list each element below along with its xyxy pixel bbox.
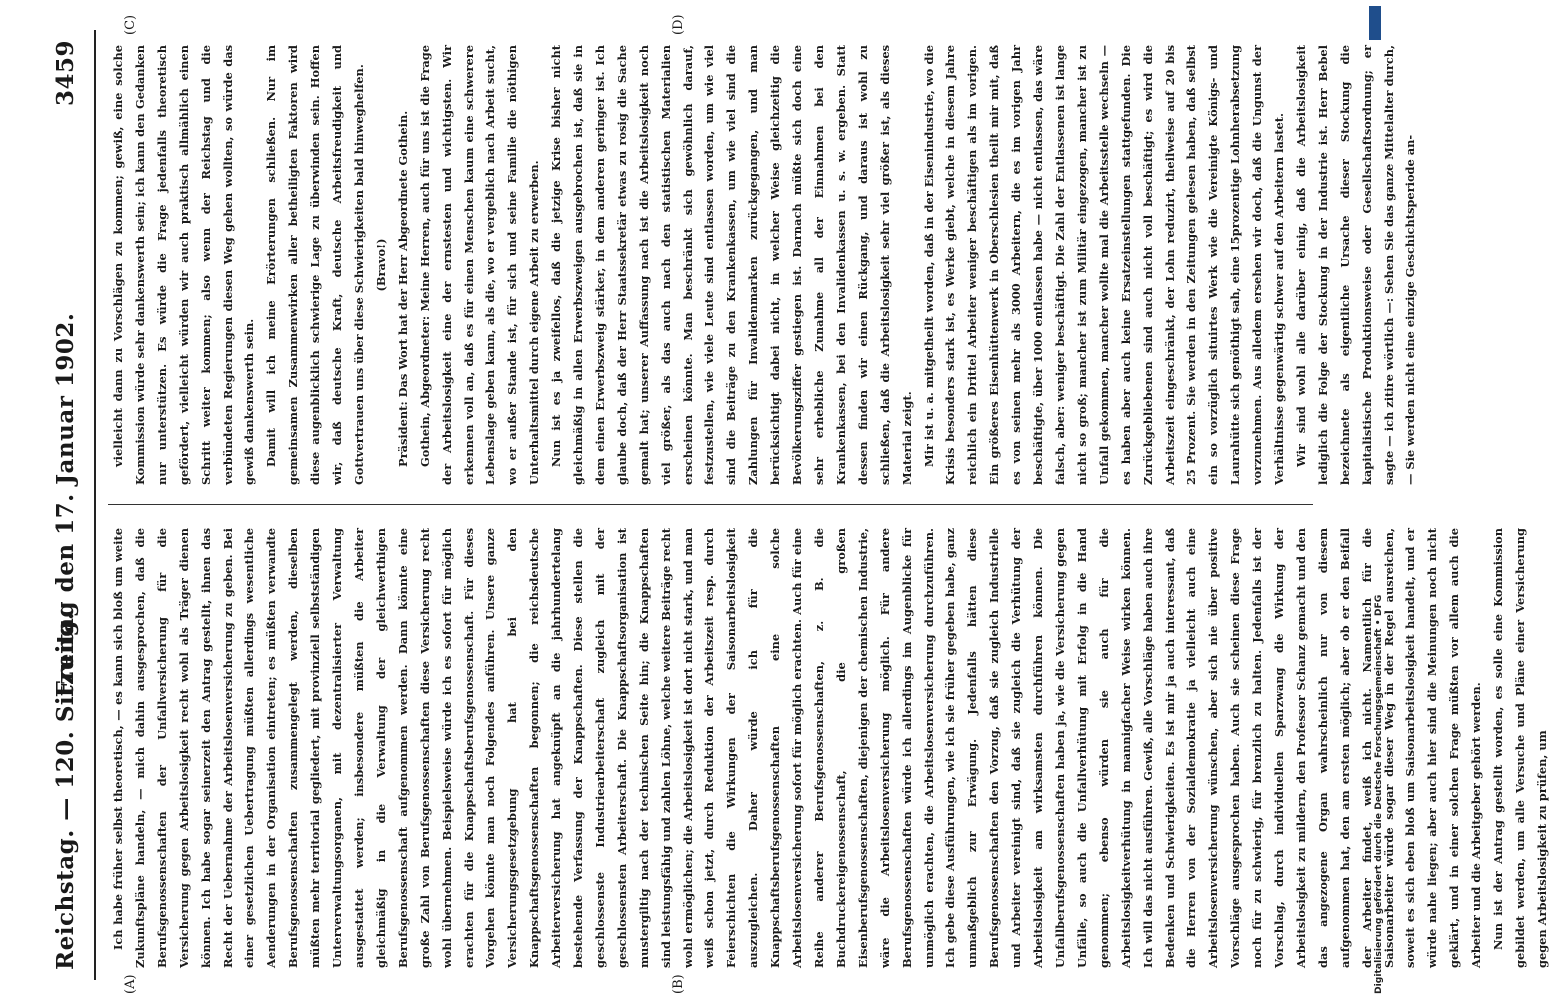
header-date: Freitag den 17. Januar 1902. bbox=[52, 312, 79, 698]
paragraph: Präsident: Das Wort hat der Herr Abgeordnete Gothein. bbox=[395, 110, 410, 467]
margin-marker-d: (D) bbox=[671, 14, 686, 35]
paragraph: Gothein, Abgeordneter: Meine Herren, auch für uns ist die Frage der Arbeitslosigkeit eine der ernstesten und wichtigsten. Wir erkennen voll an, daß es für einen Menschen kaum eine schwerere Lebenslage geben kann, als die, wo er vergeblich nach Arbeit sucht, wo er außer Stande ist, für sich und seine Familie die nöthigen Unterhaltsmittel durch eigene Arbeit zu erwerben. bbox=[417, 45, 542, 485]
margin-marker-a: (A) bbox=[123, 974, 138, 994]
paragraph: Damit will ich meine Erörterungen schließen. Nur im gemeinsamen Zusammenwirken aller betheiligten Faktoren wird diese augenblicklich schwierige Lage zu überwinden sein. Hoffen wir, daß deutsche Kraft, deutsche Arbeitsfreudigkeit und Gottvertrauen uns über diese Schwierigkeiten bald hinweghelfen. bbox=[264, 45, 366, 485]
header-rule bbox=[94, 30, 96, 980]
paragraph: Nun ist es ja zweifellos, daß die jetzige Krise bisher nicht gleichmäßig in allen Erwerbszweigen ausgebrochen ist, daß sie in dem einen Erwerbszweig stärker, in dem anderen geringer ist. Ich glaube doch, daß der Herr Staatssekretär etwas zu rosig die Sache gemalt hat; unserer Auffassung nach ist die Arbeitslosigkeit noch viel größer, als das auch nach den statistischen Materialien erscheinen könnte. Man beschränkt sich gewöhnlich darauf, festzustellen, wie viele Leute sind entlassen worden, um wie viel sind die Beiträge zu den Krankenkassen, um wie viel sind die Zahlungen für Invalidenmarken zurückgegangen, und man berücksichtigt dabei nicht, in welcher Weise gleichzeitig die Bevölkerungsziffer gestiegen ist. Darnach müßte sich doch eine sehr erhebliche Zunahme all der Einnahmen bei den Krankenkassen, bei den Invalidenkassen u. s. w. ergeben. Statt dessen finden wir einen Rückgang, und daraus ist wohl zu schließen, daß die Arbeitslosigkeit sehr viel größer ist, als dieses Material zeigt. bbox=[549, 45, 914, 485]
dfg-logo-text: DFG bbox=[1380, 17, 1389, 36]
applause-note: (Bravo!) bbox=[373, 238, 388, 292]
header-session: Reichstag. — 120. Sitzung. bbox=[52, 611, 79, 970]
text-column-right bbox=[108, 45, 1418, 485]
page-number: 3459 bbox=[52, 40, 79, 107]
running-head bbox=[46, 40, 90, 970]
paragraph: vielleicht dann zu Vorschlägen zu kommen; gewiß, eine solche Kommission würde sehr dankenswerth sein; ich kann den Gedanken nur unterstützen. Es würde die Frage jedenfalls theoretisch gefördert, vielleicht würden wir auch praktisch allmählich einen Schritt weiter kommen; also wenn der Reichstag und die verbündeten Regierungen diesen Weg gehen wollten, so würde das gewiß dankenswerth sein. bbox=[111, 45, 257, 485]
paragraph: Wir sind wohl alle darüber einig, daß die Arbeitslosigkeit lediglich die Folge der Stockung in der Industrie ist. Herr Bebel bezeichnete als eigentliche Ursache dieser Stockung die kapitalistische Produktionsweise oder Gesellschaftsordnung; er sagte — ich zitire wörtlich —: Sehen Sie das ganze Mittelalter durch, — Sie werden nicht eine einzige Geschichtsperiode an- bbox=[1293, 45, 1418, 485]
margin-marker-b: (B) bbox=[671, 974, 686, 994]
paragraph: Ich habe früher selbst theoretisch, — es kann sich bloß um weite Zukunftspläne handeln, — mich dahin ausgesprochen, daß die Berufsgenossenschaften der Unfallversicherung für die Versicherung gegen Arbeitslosigkeit recht wohl als Träger dienen können. Ich habe sogar seinerzeit den Antrag gestellt, ihnen das Recht der Uebernahme der Arbeitslosenversicherung zu geben. Bei einer gesetzlichen Uebertragung müßten allerdings wesentliche Aenderungen in der Organisation eintreten; es müßten verwandte Berufsgenossenschaften zusammengelegt werden, dieselben müßten mehr territorial gegliedert, mit provinziell selbstständigen Unterverwaltungsorganen, mit dezentralisierter Verwaltung ausgestattet werden; insbesondere müßten die Arbeiter gleichmäßig in die Verwaltung der gleichwerthigen Berufsgenossenschaft aufgenommen werden. Dann könnte eine große Zahl von Berufsgenossenschaften diese Versicherung recht wohl übernehmen. Beispielsweise würde ich es sofort für möglich erachten für die Knappschaftsberufsgenossenschaft. Für dieses Vorgehen könnte man noch Folgendes anführen. Unsere ganze Versicherungsgesetzgebung hat bei den Knappschaftsgenossenschaften begonnen; die reichsdeutsche Arbeiterversicherung hat angeknüpft an die jahrhundertelang bestehende Verfassung der Knappschaften. Diese stellen die geschlossenste Industriearbeiterschaft zugleich mit der geschlossensten Arbeiterschaft. Die Knappschaftsorganisation ist mustergiltig nach der technischen Seite hin; die Knappschaften sind leistungsfähig und zahlen Löhne, welche weitere Beiträge recht wohl ermöglichen; die Arbeitslosigkeit ist dort nicht stark, und man weiß schon jetzt, durch Reduktion der Arbeitszeit resp. durch Feierschichten die Wirkungen der Saisonarbeitslosigkeit auszugleichen. Daher würde ich für die Knappschaftsberufsgenossenschaften eine solche Arbeitslosenversicherung sofort für möglich erachten. Auch für eine Reihe anderer Berufsgenossenschaften, z. B. die Buchdruckereigenossenschaft, die großen Eisenberufsgenossenschaften, diejenigen der chemischen Industrie, wäre die Arbeitslosenversicherung möglich. Für andere Berufsgenossenschaften würde ich allerdings im Augenblicke für unmöglich erachten, die Arbeitslosenversicherung durchzuführen. Ich gebe diese Ausführungen, wie ich sie früher gegeben habe, ganz unmaßgeblich zur Erwägung. Jedenfalls hätten diese Berufsgenossenschaften den Vorzug, daß sie zugleich Industrielle und Arbeiter vereinigt sind, daß sie zugleich die Verhütung der Arbeitslosigkeit am wirksamsten durchführen können. Die Unfallberufsgenossenschaften haben ja, wie die Versicherung gegen Unfälle, so auch die Unfallverhütung mit Erfolg in die Hand genommen; ebenso würden sie auch für die Arbeitslosigkeitverhütung in mannigfacher Weise wirken können. Ich will das nicht ausführen. Gewiß, alle Vorschläge haben auch ihre Bedenken und Schwierigkeiten. Es ist mir ja auch interessant, daß die Herren von der Sozialdemokratie ja vielleicht auch eine Arbeitslosenversicherung wünschen, aber sich nie über positive Vorschläge ausgesprochen haben. Auch sie scheinen diese Frage noch für zu schwierig, für brenzlich zu halten. Jedenfalls ist der Vorschlag, durch individuellen Sparzwang die Wirkung der Arbeitslosigkeit zu mildern, den Professor Schanz gemacht und den das angezogene Organ wahrscheinlich nur von diesem aufgenommen hat, den am ersten möglich; aber ob er den Beifall der Arbeiter findet, weiß ich nicht. Namentlich für die Saisonarbeiter würde sogar dieser Weg in der Regel ausreichen, soweit es sich eben bloß um Saisonarbeitslosigkeit handelt, und er würde nahe liegen; aber auch hier sind die Meinungen noch nicht geklärt, und in einer solchen Frage müßten vor allem auch die Arbeiter und die Arbeitgeber gehört werden. bbox=[111, 528, 1484, 968]
paragraph: Nun ist der Antrag gestellt worden, es solle eine Kommission gebildet werden, um alle Versuche und Pläne einer Versicherung gegen Arbeitslosigkeit zu prüfen, um bbox=[1491, 528, 1549, 968]
digitization-credit bbox=[1355, 0, 1383, 1000]
margin-marker-c: (C) bbox=[123, 14, 138, 35]
credit-text: Digitalisierung gefördert durch die Deutsche Forschungsgemeinschaft • DFG bbox=[1373, 594, 1384, 994]
column-divider bbox=[108, 504, 1313, 505]
paragraph: Mir ist u. a. mitgetheilt worden, daß in der Eisenindustrie, wo die Krisis besonders stark ist, es Werke giebt, welche in diesem Jahre reichlich ein Drittel Arbeiter weniger beschäftigen als im vorigen. Ein größeres Eisenhüttenwerk in Oberschlesien theilt mir mit, daß es von seinen mehr als 3000 Arbeitern, die es im vorigen Jahr beschäftigte, über 1000 entlassen habe — nicht entlassen, das wäre falsch, aber: weniger beschäftigt. Die Zahl der Entlassenen ist lange nicht so groß; mancher ist zum Militär eingezogen, mancher ist zu Unfall gekommen, mancher wollte mal die Arbeitsstelle wechseln — es haben aber auch keine Ersatzeinstellungen stattgefunden. Die Zurückgebliebenen sind auch nicht voll beschäftigt; es wird die Arbeitszeit eingeschränkt, der Lohn reduzirt, theilweise auf 20 bis 25 Prozent. Sie werden in den Zeitungen gelesen haben, daß selbst ein so vorzüglich situirtes Werk wie die Vereinigte Königs- und Laurahütte sich genöthigt sah, eine 15prozentige Lohnherabsetzung vorzunehmen. Aus alledem ersehen wir doch, daß die Ungunst der Verhältnisse gegenwärtig schwer auf den Arbeitern lastet. bbox=[921, 45, 1287, 485]
